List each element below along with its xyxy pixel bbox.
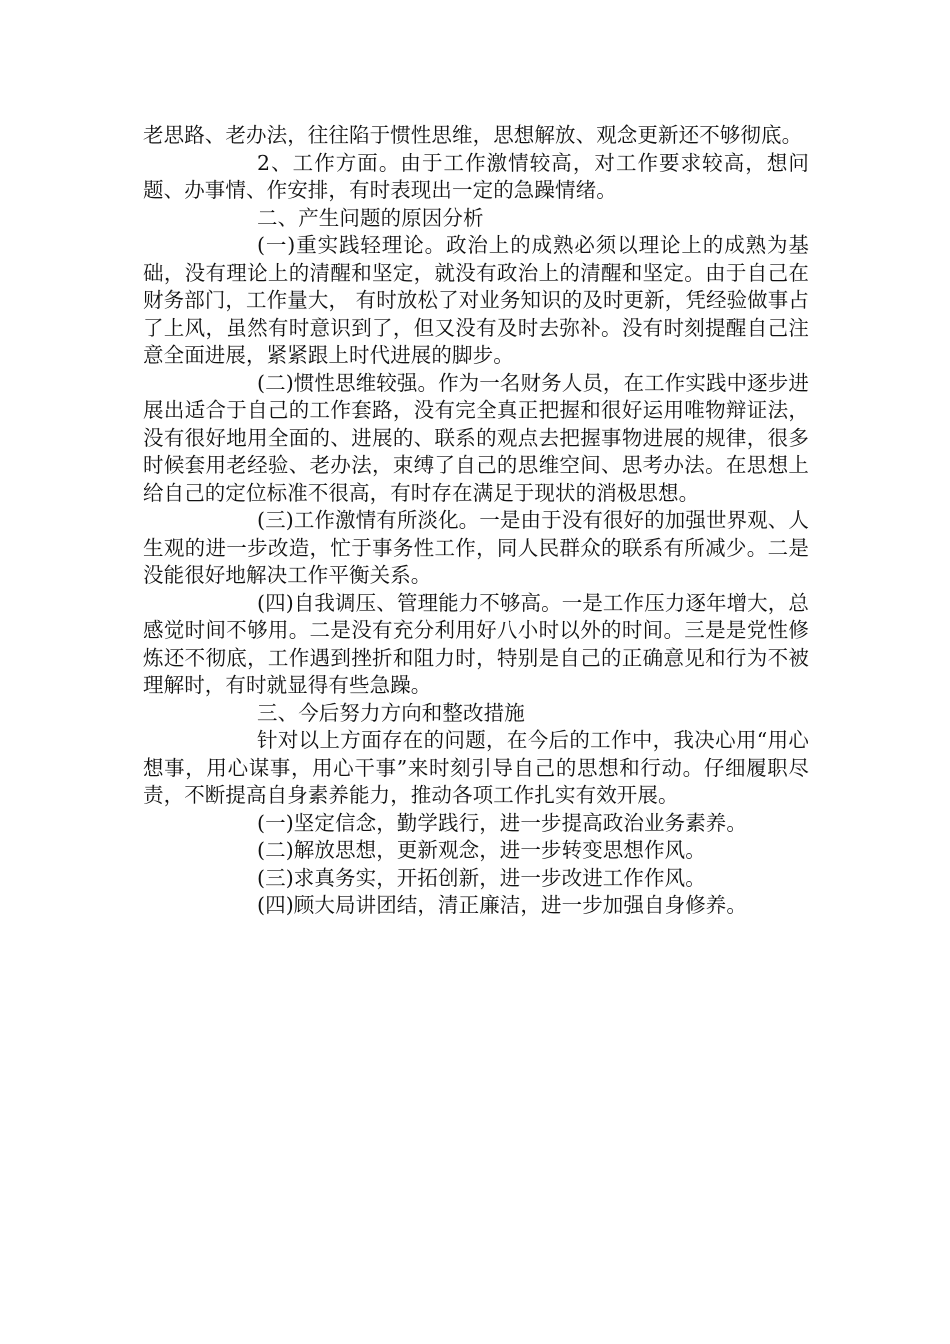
measure-item-3: (三)求真务实，开拓创新，进一步改进工作作风。 [257, 865, 706, 890]
paragraph-work-aspect: 2、工作方面。由于工作激情较高，对工作要求较高，想问题、办事情、作安排，有时表现出一定的急躁情绪。 [143, 150, 809, 202]
measure-item-1: (一)坚定信念，勤学践行，进一步提高政治业务素养。 [257, 810, 747, 835]
paragraph-measures-intro: 针对以上方面存在的问题，在今后的工作中，我决心用“用心想事，用心谋事，用心干事”来时刻引导自己的思想和行动。仔细履职尽责，不断提高自身素养能力，推动各项工作扎实有效开展。 [143, 728, 809, 807]
paragraph-cause-1: (一)重实践轻理论。政治上的成熟必须以理论上的成熟为基础，没有理论上的清醒和坚定，就没有政治上的清醒和坚定。由于自己在财务部门，工作量大， 有时放松了对业务知识的及时更新，凭经验做事占了上风，虽然有时意识到了，但又没有及时去弥补。没有时刻提醒自己注意全面进展，紧紧跟上时代进展的脚步。 [143, 233, 809, 367]
paragraph-continuation: 老思路、老办法，往往陷于惯性思维，思想解放、观念更新还不够彻底。 [143, 123, 803, 147]
paragraph-cause-3: (三)工作激情有所淡化。一是由于没有很好的加强世界观、人生观的进一步改造，忙于事务性工作，同人民群众的联系有所减少。二是没能很好地解决工作平衡关系。 [143, 508, 809, 587]
paragraph-cause-2: (二)惯性思维较强。作为一名财务人员，在工作实践中逐步进展出适合于自己的工作套路，没有完全真正把握和很好运用唯物辩证法，没有很好地用全面的、进展的、联系的观点去把握事物进展的规律，很多时候套用老经验、老办法，束缚了自己的思维空间、思考办法。在思想上给自己的定位标准不很高，有时存在满足于现状的消极思想。 [143, 370, 809, 505]
document-body [143, 122, 809, 920]
measure-item-2: (二)解放思想，更新观念，进一步转变思想作风。 [257, 838, 706, 862]
section-heading-measures: 三、今后努力方向和整改措施 [257, 700, 525, 725]
section-heading-causes: 二、产生问题的原因分析 [257, 205, 484, 230]
paragraph-cause-4: (四)自我调压、管理能力不够高。一是工作压力逐年增大，总感觉时间不够用。二是没有充分利用好八小时以外的时间。三是是党性修炼还不彻底，工作遇到挫折和阻力时，特别是自己的正确意见和行为不被理解时，有时就显得有些急躁。 [143, 590, 809, 697]
measure-item-4: (四)顾大局讲团结，清正廉洁，进一步加强自身修养。 [257, 893, 747, 917]
